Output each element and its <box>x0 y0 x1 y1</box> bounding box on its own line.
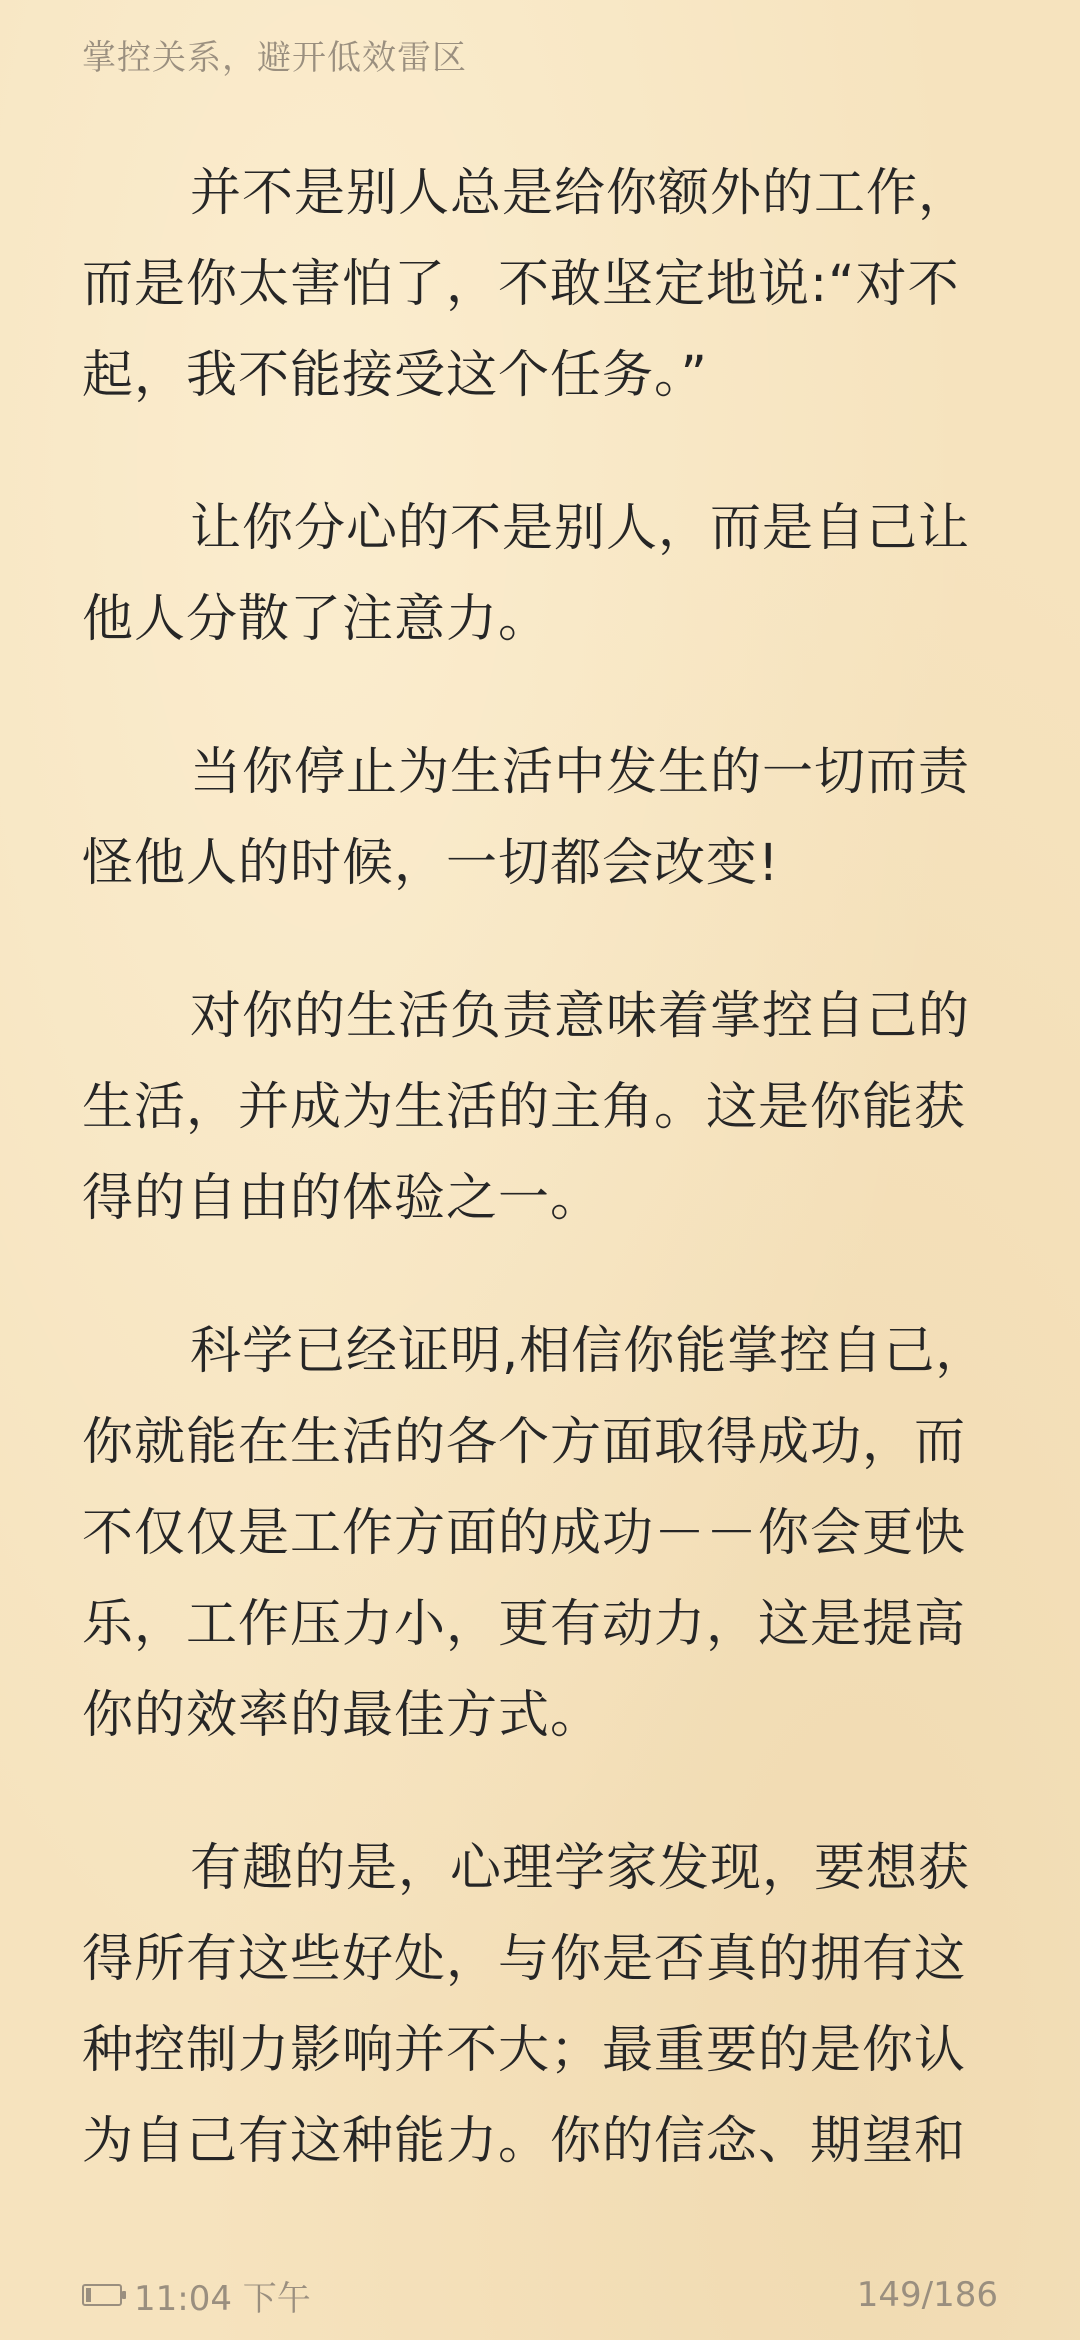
paragraph: 并不是别人总是给你额外的工作，而是你太害怕了，不敢坚定地说:“对不起，我不能接受这个任务。” <box>82 164 971 405</box>
page-indicator: 149/186 <box>856 2275 998 2315</box>
clock-time: 11:04 下午 <box>134 2278 311 2319</box>
battery-level <box>86 2288 91 2302</box>
reader-footer <box>82 2270 998 2320</box>
paragraph: 对你的生活负责意味着掌控自己的生活，并成为生活的主角。这是你能获得的自由的体验之一。 <box>82 987 971 1228</box>
paragraph: 科学已经证明,相信你能掌控自己，你就能在生活的各个方面取得成功，而不仅仅是工作方面的成功－－你会更快乐，工作压力小，更有动力，这是提高你的效率的最佳方式。 <box>82 1322 988 1745</box>
status-group <box>82 2271 311 2320</box>
paragraph: 让你分心的不是别人，而是自己让他人分散了注意力。 <box>82 499 971 649</box>
paragraph: 有趣的是，心理学家发现，要想获得所有这些好处，与你是否真的拥有这种控制力影响并不大；最重要的是你认为自己有这种能力。你的信念、期望和 <box>82 1839 971 2171</box>
reading-content[interactable] <box>82 148 998 2249</box>
battery-icon <box>82 2284 122 2306</box>
chapter-title: 掌控关系，避开低效雷区 <box>82 38 467 78</box>
paragraph: 当你停止为生活中发生的一切而责怪他人的时候，一切都会改变! <box>82 743 971 893</box>
